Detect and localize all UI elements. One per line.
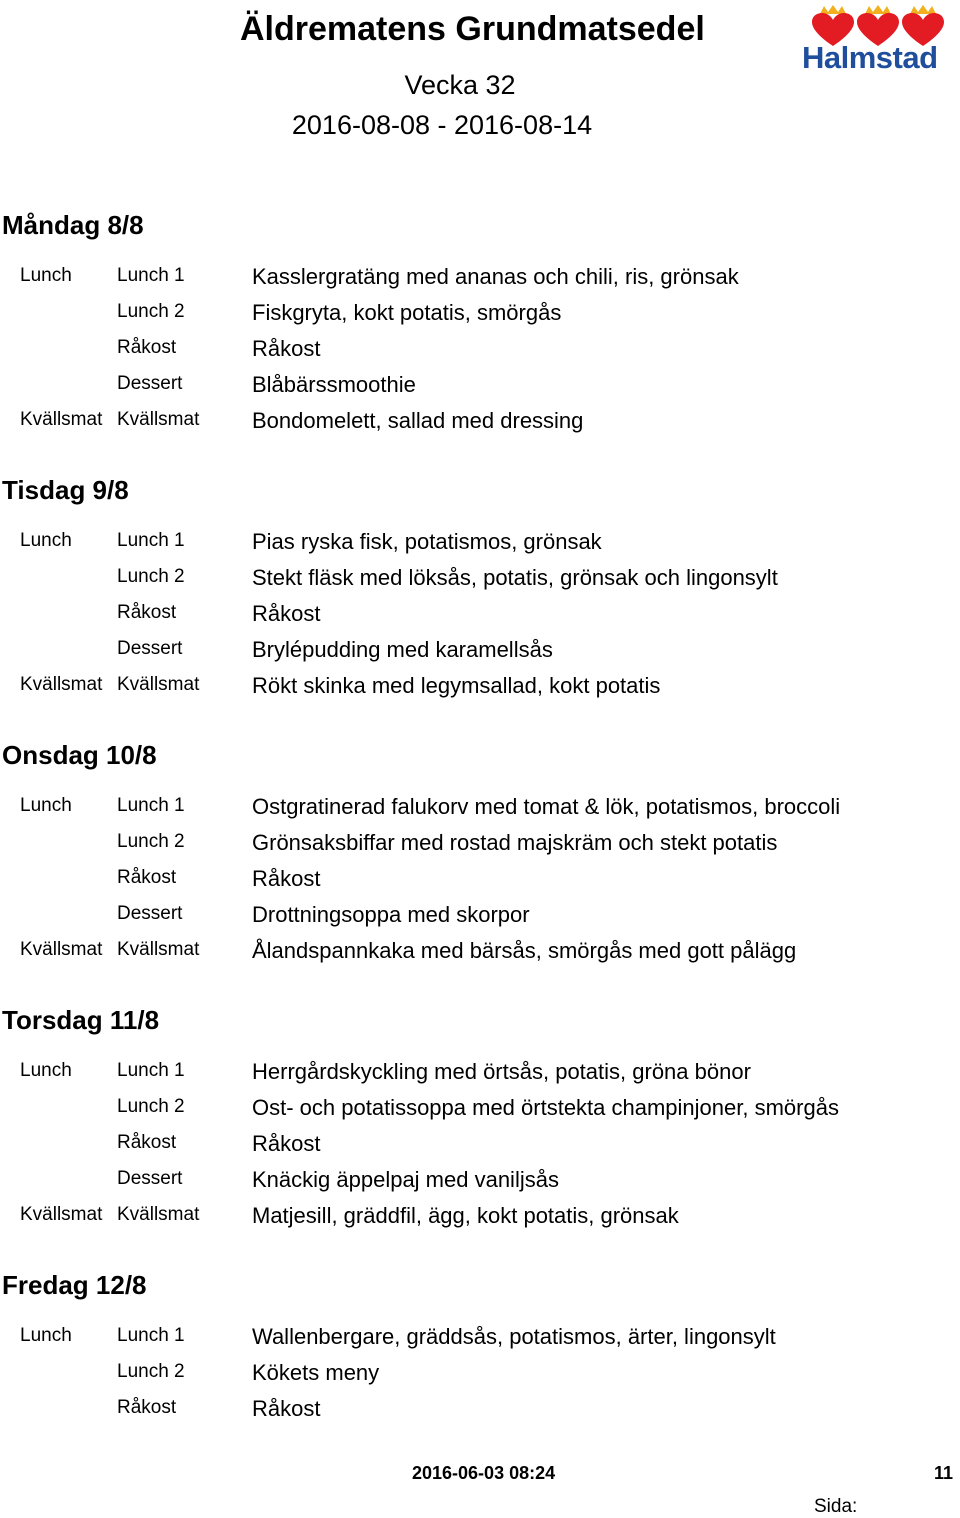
meal-label: Råkost (117, 867, 177, 888)
dish-description: Blåbärssmoothie (252, 372, 416, 397)
meal-label: Råkost (117, 602, 177, 623)
meal-label: Lunch 1 (117, 795, 185, 816)
meal-label: Lunch 2 (117, 1361, 185, 1382)
day-header: Tisdag 9/8 (2, 475, 129, 505)
meal-category: Lunch (20, 1060, 72, 1081)
dish-description: Wallenbergare, gräddsås, potatismos, ärter, lingonsylt (252, 1324, 776, 1349)
meal-category: Lunch (20, 795, 72, 816)
meal-label: Dessert (117, 903, 183, 924)
meal-category: Lunch (20, 1325, 72, 1346)
meal-label: Lunch 1 (117, 530, 185, 551)
date-range: 2016-08-08 - 2016-08-14 (291, 110, 593, 140)
halmstad-logo (800, 4, 960, 78)
page-label: Sida: (814, 1496, 858, 1517)
dish-description: Råkost (252, 1396, 321, 1421)
page-number: 11 (934, 1463, 954, 1483)
dish-description: Ålandspannkaka med bärsås, smörgås med gott pålägg (252, 938, 797, 963)
meal-label: Lunch 2 (117, 1096, 185, 1117)
meal-label: Lunch 2 (117, 301, 185, 322)
day-header: Torsdag 11/8 (2, 1005, 160, 1035)
meal-label: Kvällsmat (117, 939, 200, 960)
page-title: Äldrematens Grundmatsedel (240, 10, 705, 48)
meal-label: Kvällsmat (117, 1204, 200, 1225)
meal-label: Råkost (117, 1397, 177, 1418)
print-timestamp: 2016-06-03 08:24 (412, 1463, 556, 1483)
dish-description: Rökt skinka med legymsallad, kokt potatis (252, 673, 661, 698)
meal-category: Lunch (20, 530, 72, 551)
meal-label: Lunch 1 (117, 1325, 185, 1346)
meal-label: Lunch 1 (117, 265, 185, 286)
logo-wordmark: Halmstad (802, 40, 938, 75)
meal-label: Kvällsmat (117, 674, 200, 695)
meal-label: Lunch 2 (117, 831, 185, 852)
dish-description: Ost- och potatissoppa med örtstekta champinjoner, smörgås (252, 1095, 839, 1120)
dish-description: Råkost (252, 336, 321, 361)
dish-description: Ostgratinerad falukorv med tomat & lök, potatismos, broccoli (252, 794, 841, 819)
dish-description: Herrgårdskyckling med örtsås, potatis, gröna bönor (252, 1059, 751, 1084)
meal-label: Lunch 2 (117, 566, 185, 587)
meal-label: Råkost (117, 337, 177, 358)
dish-description: Drottningsoppa med skorpor (252, 902, 530, 927)
dish-description: Knäckig äppelpaj med vaniljsås (252, 1167, 559, 1192)
dish-description: Stekt fläsk med löksås, potatis, grönsak och lingonsylt (252, 565, 778, 590)
dish-description: Bondomelett, sallad med dressing (252, 408, 584, 433)
meal-label: Råkost (117, 1132, 177, 1153)
day-header: Onsdag 10/8 (2, 740, 157, 770)
meal-label: Dessert (117, 373, 183, 394)
dish-description: Kasslergratäng med ananas och chili, ris, grönsak (252, 264, 739, 289)
dish-description: Råkost (252, 1131, 321, 1156)
meal-category: Kvällsmat (20, 674, 103, 695)
week-label: Vecka 32 (404, 70, 516, 100)
meal-category: Lunch (20, 265, 72, 286)
dish-description: Råkost (252, 866, 321, 891)
dish-description: Kökets meny (252, 1360, 380, 1385)
day-header: Måndag 8/8 (2, 210, 144, 240)
dish-description: Fiskgryta, kokt potatis, smörgås (252, 300, 562, 325)
meal-category: Kvällsmat (20, 939, 103, 960)
dish-description: Brylépudding med karamellsås (252, 637, 553, 662)
meal-category: Kvällsmat (20, 1204, 103, 1225)
dish-description: Råkost (252, 601, 321, 626)
dish-description: Pias ryska fisk, potatismos, grönsak (252, 529, 602, 554)
dish-description: Grönsaksbiffar med rostad majskräm och stekt potatis (252, 830, 778, 855)
meal-label: Dessert (117, 638, 183, 659)
dish-description: Matjesill, gräddfil, ägg, kokt potatis, grönsak (252, 1203, 679, 1228)
day-header: Fredag 12/8 (2, 1270, 147, 1300)
meal-category: Kvällsmat (20, 409, 103, 430)
meal-label: Lunch 1 (117, 1060, 185, 1081)
meal-label: Dessert (117, 1168, 183, 1189)
meal-label: Kvällsmat (117, 409, 200, 430)
